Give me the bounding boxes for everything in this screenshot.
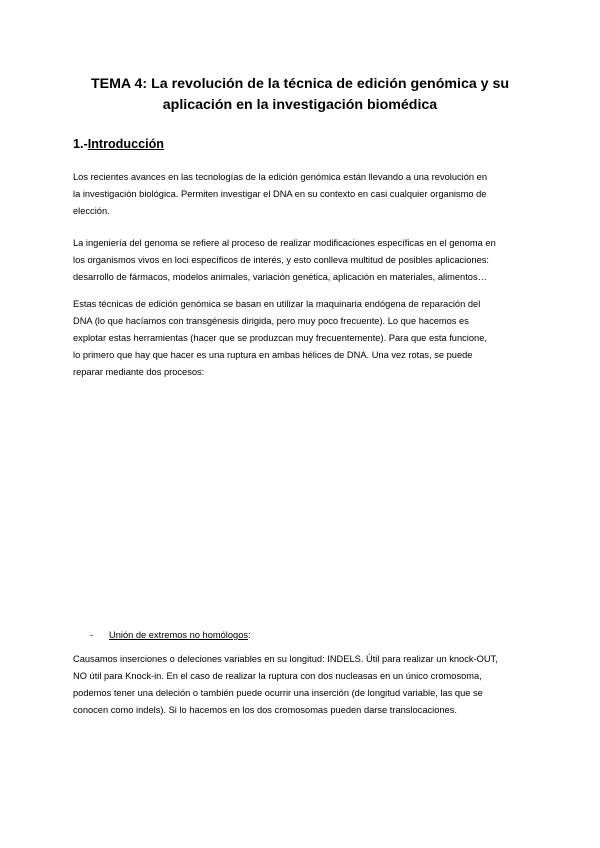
bullet-marker: - [90,630,94,640]
paragraph-3 [73,296,543,381]
paragraph-line: la investigación biológica. Permiten investigar el DNA en su contexto en casi cualquier organismo de [73,189,487,199]
paragraph-1 [73,169,543,220]
paragraph-line: La ingeniería del genoma se refiere al proceso de realizar modificaciones específicas en el genoma en [73,238,496,248]
paragraph-line: DNA (lo que hacíamos con transgénesis dirigida, pero muy poco frecuente). Lo que hacemos es [73,316,469,326]
bullet-suffix: : [248,630,251,640]
paragraph-line: Estas técnicas de edición genómica se basan en utilizar la maquinaria endógena de reparación del [73,299,481,309]
paragraph-line: podemos tener una deleción o también puede ocurrir una inserción (de longitud variable, las que se [73,688,483,698]
section-heading [73,137,164,151]
paragraph-line: Causamos inserciones o deleciones variables en su longitud: INDELS. Útil para realizar un knock-OUT, [73,654,498,664]
paragraph-line: los organismos vivos en loci específicos de interés, y esto conlleva multitud de posibles aplicaciones: [73,255,489,265]
paragraph-line: Los recientes avances en las tecnologías de la edición genómica están llevando a una revolución en [73,172,487,182]
title-line-1: TEMA 4: La revolución de la técnica de edición genómica y su [90,76,510,92]
bullet-label: Unión de extremos no homólogos [109,630,249,640]
paragraph-line: elección. [73,206,110,216]
paragraph-line: conocen como indels). Si lo hacemos en los dos cromosomas pueden darse translocaciones. [73,705,457,715]
paragraph-line: explotar estas herramientas (hacer que se produzcan muy frecuentemente). Para que esta funcione, [73,333,487,343]
paragraph-line: NO útil para Knock-in. En el caso de realizar la ruptura con dos nucleasas en un único cromosoma, [73,671,482,681]
paragraph-4 [73,651,543,719]
paragraph-line: reparar mediante dos procesos: [73,367,205,377]
bullet-item [90,627,251,644]
paragraph-line: lo primero que hay que hacer es una ruptura en ambas hélices de DNA. Una vez rotas, se puede [73,350,473,360]
paragraph-2 [73,235,543,286]
paragraph-line: desarrollo de fármacos, modelos animales, variación genética, aplicación en materiales, alimentos… [73,272,487,282]
section-number: 1.- [73,137,88,151]
section-name: Introducción [87,137,164,151]
page-title [60,74,540,116]
title-line-2: aplicación en la investigación biomédica [162,97,438,113]
